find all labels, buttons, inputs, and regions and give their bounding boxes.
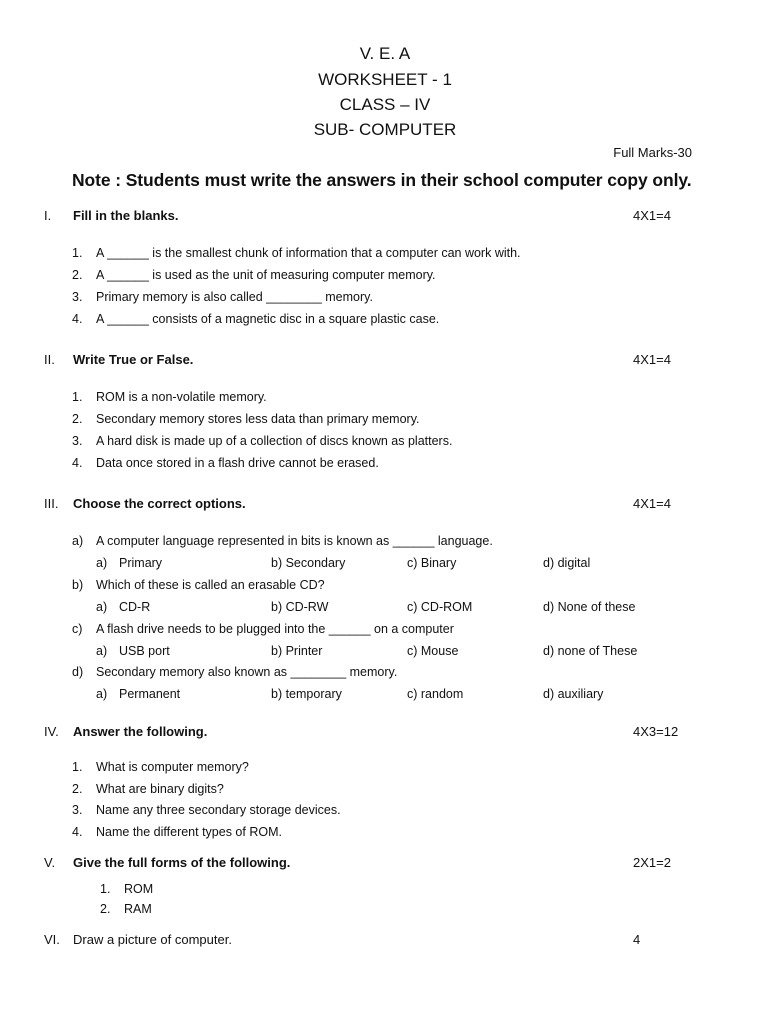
question-text: Secondary memory also known as ________ memory.: [96, 665, 398, 679]
section-number: IV.: [44, 724, 59, 739]
option-a: USB port: [119, 644, 170, 658]
question-number: 3.: [72, 434, 83, 448]
section-marks: 2X1=2: [633, 855, 671, 870]
question-number: 1.: [72, 390, 83, 404]
option-c: c) random: [407, 687, 464, 701]
option-b: b) Secondary: [271, 556, 346, 570]
question-letter: c): [72, 622, 83, 636]
option-d: d) None of these: [543, 600, 636, 614]
section-title: Choose the correct options.: [73, 496, 246, 511]
section-marks: 4X1=4: [633, 208, 671, 223]
option-letter: a): [96, 600, 108, 614]
question-number: 2.: [72, 412, 83, 426]
section-title: Fill in the blanks.: [73, 208, 179, 223]
option-d: d) auxiliary: [543, 687, 604, 701]
question-text: Secondary memory stores less data than primary memory.: [96, 412, 420, 426]
full-marks: Full Marks-30: [613, 145, 692, 160]
section-number: VI.: [44, 932, 60, 947]
question-text: Which of these is called an erasable CD?: [96, 578, 325, 592]
section-number: V.: [44, 855, 56, 870]
question-text: What are binary digits?: [96, 782, 224, 796]
question-text: A computer language represented in bits is known as ______ language.: [96, 534, 493, 548]
option-d: d) digital: [543, 556, 591, 570]
question-number: 1.: [72, 246, 83, 260]
section-marks: 4X1=4: [633, 352, 671, 367]
section-title: Draw a picture of computer.: [73, 932, 232, 947]
option-letter: a): [96, 687, 108, 701]
question-text: Name any three secondary storage devices.: [96, 803, 341, 817]
school-name: V. E. A: [359, 44, 411, 63]
section-marks: 4X1=4: [633, 496, 671, 511]
option-b: b) Printer: [271, 644, 323, 658]
question-text: A ______ consists of a magnetic disc in a square plastic case.: [96, 312, 440, 326]
option-c: c) CD-ROM: [407, 600, 473, 614]
question-text: A ______ is the smallest chunk of information that a computer can work with.: [96, 246, 521, 260]
option-letter: a): [96, 556, 108, 570]
option-a: Permanent: [119, 687, 181, 701]
section-title: Give the full forms of the following.: [73, 855, 291, 870]
section-title: Answer the following.: [73, 724, 208, 739]
question-number: 3.: [72, 290, 83, 304]
option-c: c) Mouse: [407, 644, 459, 658]
question-text: RAM: [124, 902, 152, 916]
option-b: b) CD-RW: [271, 600, 329, 614]
question-letter: a): [72, 534, 84, 548]
option-a: Primary: [119, 556, 163, 570]
section-number: I.: [44, 208, 52, 223]
subject-label: SUB- COMPUTER: [313, 120, 457, 139]
option-letter: a): [96, 644, 108, 658]
question-letter: d): [72, 665, 84, 679]
section-marks: 4: [633, 932, 641, 947]
question-text: A flash drive needs to be plugged into the ______ on a computer: [96, 622, 454, 636]
question-text: ROM is a non-volatile memory.: [96, 390, 267, 404]
option-a: CD-R: [119, 600, 151, 614]
question-text: What is computer memory?: [96, 760, 249, 774]
section-number: II.: [44, 352, 55, 367]
question-number: 2.: [100, 902, 111, 916]
question-letter: b): [72, 578, 84, 592]
question-text: A hard disk is made up of a collection of discs known as platters.: [96, 434, 453, 448]
class-label: CLASS – IV: [339, 95, 431, 114]
question-number: 1.: [72, 760, 83, 774]
question-text: Primary memory is also called ________ memory.: [96, 290, 373, 304]
option-c: c) Binary: [407, 556, 457, 570]
question-number: 4.: [72, 312, 83, 326]
question-number: 4.: [72, 825, 83, 839]
question-text: Name the different types of ROM.: [96, 825, 282, 839]
worksheet-title: WORKSHEET - 1: [318, 70, 452, 89]
question-text: Data once stored in a flash drive cannot be erased.: [96, 456, 379, 470]
question-text: A ______ is used as the unit of measuring computer memory.: [96, 268, 436, 282]
note-text: Note : Students must write the answers in their school computer copy only.: [72, 170, 692, 190]
question-number: 2.: [72, 782, 83, 796]
option-d: d) none of These: [543, 644, 638, 658]
section-title: Write True or False.: [73, 352, 194, 367]
question-number: 4.: [72, 456, 83, 470]
question-text: ROM: [124, 882, 154, 896]
question-number: 1.: [100, 882, 111, 896]
option-b: b) temporary: [271, 687, 342, 701]
section-number: III.: [44, 496, 59, 511]
section-marks: 4X3=12: [633, 724, 679, 739]
question-number: 2.: [72, 268, 83, 282]
question-number: 3.: [72, 803, 83, 817]
